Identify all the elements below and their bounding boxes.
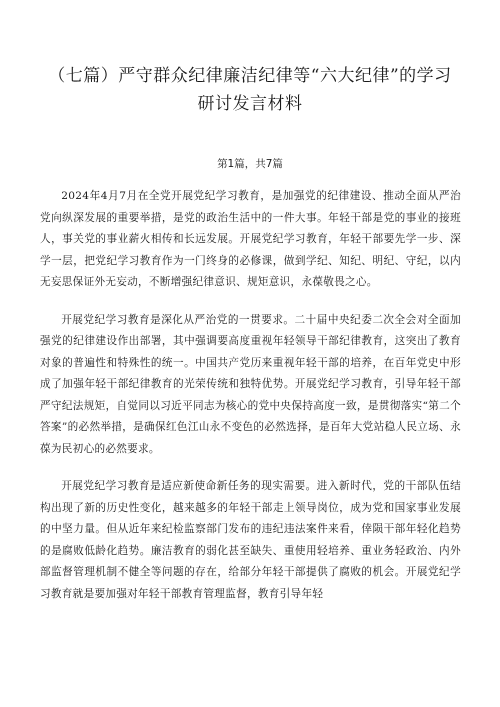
paragraph-1: 2024年4月7月在全党开展党纪学习教育，是加强党的纪律建设、推动全面从严治党向纵深发展的重要举措，是党的政治生活中的一件大事。年轻干部是党的事业的接班人，事关党的事业薪火相传和长远发展。开展党纪学习教育，年轻干部要先学一步、深学一层，把党纪学习教育作为一门终身的必修课，做到学纪、知纪、明纪、守纪，以内无妄思保证外无妄动，不断增强纪律意识、规矩意识，永葆敬畏之心。 xyxy=(40,190,461,288)
page-indicator: 第1篇，共7篇 xyxy=(217,158,283,170)
paragraph-2: 开展党纪学习教育是深化从严治党的一贯要求。二十届中央纪委二次全会对全面加强党的纪律建设作出部署，其中强调要高度重视年轻领导干部纪律教育，这突出了教育对象的普遍性和特殊性的统一。中国共产党历来重视年轻干部的培养，在百年党史中形成了加强年轻干部纪律教育的光荣传统和独特优势。开展党纪学习教育，引导年轻干部严守纪法规矩，自觉同以习近平同志为核心的党中央保持高度一致，是贯彻落实“第二个答案”的必然举措，是确保红色江山永不变色的必然选择，是百年大党站稳人民立场、永葆为民初心的必然要求。 xyxy=(40,313,461,455)
paragraph-3: 开展党纪学习教育是适应新使命新任务的现实需要。进入新时代，党的干部队伍结构出现了新的历史性变化，越来越多的年轻干部走上领导岗位，成为党和国家事业发展的中坚力量。但从近年来纪检监察部门发布的违纪违法案件来看，倖陨干部年轻化趋势的是腐败低龄化趋势。廉洁教育的弱化甚至缺失、重使用轻培养、重业务轻政治、内外部监督管理机制不健全等问题的存在，给部分年轻干部提供了腐败的机会。开展党纪学习教育就是要加强对年轻干部教育管理监督，教育引导年轻 xyxy=(40,480,461,600)
document-body xyxy=(40,186,461,621)
document-title: （七篇）严守群众纪律廉洁纪律等“六大纪律”的学习研讨发言材料 xyxy=(48,66,452,114)
